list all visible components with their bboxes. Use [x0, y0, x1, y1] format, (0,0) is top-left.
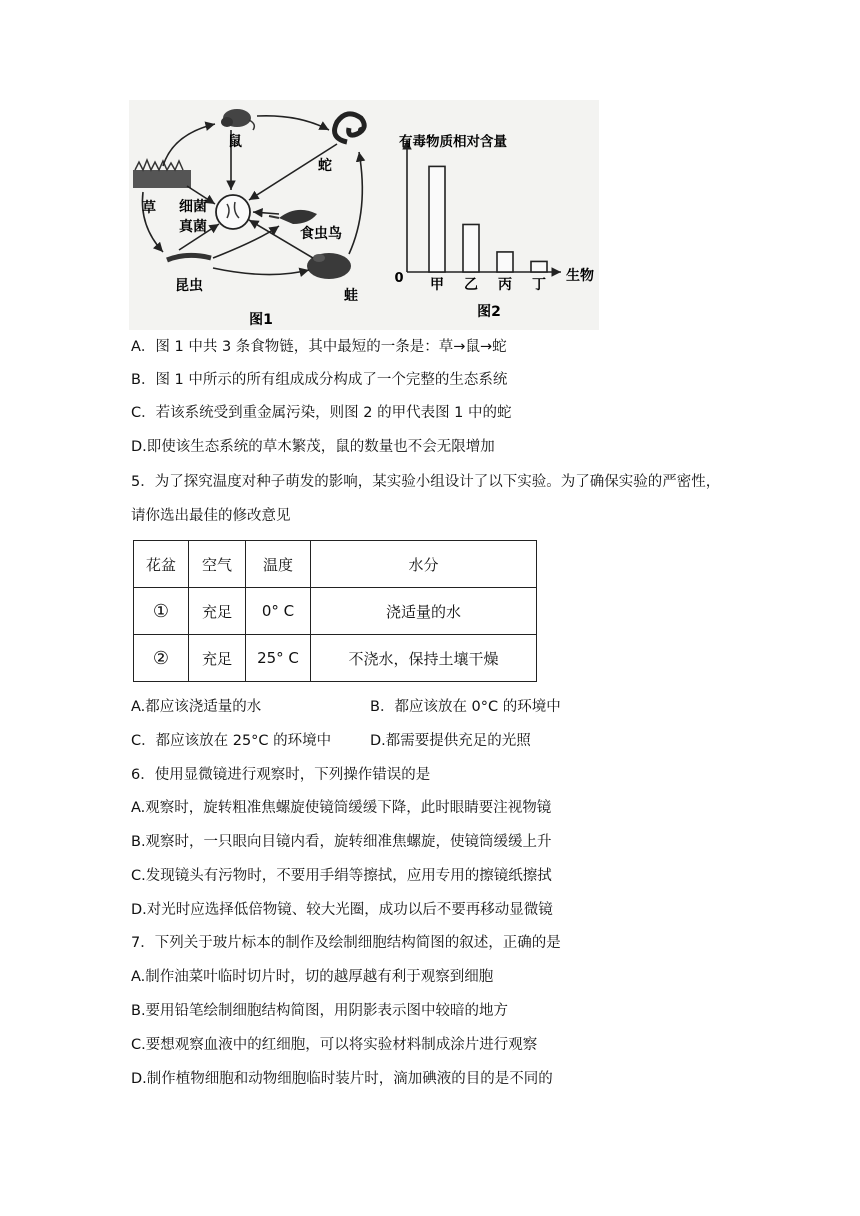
- q5-stem-line2: 请你选出最佳的修改意见: [131, 508, 291, 524]
- q7-option-d: D.制作植物细胞和动物细胞临时装片时，滴加碘液的目的是不同的: [131, 1071, 553, 1087]
- bar-2: [463, 224, 479, 272]
- insect-illustration: [167, 255, 211, 260]
- q4-option-a: A．图 1 中共 3 条食物链，其中最短的一条是：草→鼠→蛇: [131, 339, 507, 355]
- q5-option-b: B．都应该放在 0°C 的环境中: [370, 699, 561, 715]
- q6-option-a: A.观察时，旋转粗准焦螺旋使镜筒缓缓下降，此时眼睛要注视物镜: [131, 800, 552, 816]
- chart-xlabel: 生物: [566, 268, 594, 284]
- label-decomposer-line1: 细菌: [179, 199, 207, 215]
- label-bird: 食虫鸟: [300, 226, 342, 242]
- label-grass: 草: [142, 200, 156, 216]
- figure-panel: [129, 100, 599, 330]
- food-web-diagram: [133, 109, 364, 328]
- mouse-illustration: [221, 109, 254, 130]
- q6-option-c: C.发现镜头有污物时，不要用手绢等擦拭，应用专用的擦镜纸擦拭: [131, 868, 552, 884]
- label-snake: 蛇: [318, 158, 332, 174]
- grass-illustration: [133, 160, 191, 188]
- figure2-caption: 图2: [477, 304, 501, 320]
- figure1-caption: 图1: [249, 312, 273, 328]
- label-mouse: 鼠: [228, 134, 242, 150]
- table-header-row: [134, 541, 537, 588]
- q7-stem: 7．下列关于玻片标本的制作及绘制细胞结构简图的叙述，正确的是: [131, 935, 561, 951]
- q6-option-d: D.对光时应选择低倍物镜、较大光圈，成功以后不要再移动显微镜: [131, 902, 553, 918]
- table-header-cell: 空气: [189, 541, 246, 588]
- table-cell: 不浇水，保持土壤干燥: [311, 635, 537, 682]
- table-cell: ②: [134, 635, 189, 682]
- q4-option-d: D.即使该生态系统的草木繁茂，鼠的数量也不会无限增加: [131, 439, 495, 455]
- x-tick-label: 甲: [430, 277, 444, 293]
- table-cell: 0° C: [246, 588, 311, 635]
- food-web-and-chart-figure: [129, 100, 599, 330]
- food-web-arrows: [142, 116, 362, 275]
- table-cell: 充足: [189, 635, 246, 682]
- q6-stem: 6．使用显微镜进行观察时，下列操作错误的是: [131, 767, 431, 783]
- table-cell: 25° C: [246, 635, 311, 682]
- q6-option-b: B.观察时，一只眼向目镜内看，旋转细准焦螺旋，使镜筒缓缓上升: [131, 834, 552, 850]
- bar-1: [429, 166, 445, 272]
- bird-illustration: [269, 210, 317, 224]
- label-frog: 蛙: [344, 288, 358, 304]
- q5-option-c: C．都应该放在 25°C 的环境中: [131, 733, 332, 749]
- chart-origin-label: 0: [394, 271, 404, 286]
- table-header-cell: 花盆: [134, 541, 189, 588]
- frog-illustration: [307, 253, 351, 279]
- q7-option-b: B.要用铅笔绘制细胞结构简图，用阴影表示图中较暗的地方: [131, 1003, 509, 1019]
- table-cell: 浇适量的水: [311, 588, 537, 635]
- table-cell: 充足: [189, 588, 246, 635]
- bar-4: [531, 261, 547, 272]
- table-header-cell: 温度: [246, 541, 311, 588]
- table-cell: ①: [134, 588, 189, 635]
- toxin-bar-chart: [394, 133, 594, 320]
- experiment-table: [133, 540, 537, 682]
- x-tick-label: 丙: [498, 277, 512, 293]
- q7-option-c: C.要想观察血液中的红细胞，可以将实验材料制成涂片进行观察: [131, 1037, 538, 1053]
- q5-stem-line1: 5．为了探究温度对种子萌发的影响，某实验小组设计了以下实验。为了确保实验的严密性，: [131, 474, 721, 490]
- chart-ylabel: 有毒物质相对含量: [399, 134, 507, 150]
- decomposer-circle: [216, 195, 250, 229]
- label-insect: 昆虫: [175, 278, 203, 294]
- label-decomposer-line2: 真菌: [179, 219, 207, 235]
- x-tick-label: 乙: [464, 277, 478, 293]
- q4-option-b: B．图 1 中所示的所有组成成分构成了一个完整的生态系统: [131, 372, 508, 388]
- snake-illustration: [335, 114, 365, 142]
- x-tick-label: 丁: [532, 277, 546, 293]
- q4-option-c: C．若该系统受到重金属污染，则图 2 的甲代表图 1 中的蛇: [131, 405, 512, 421]
- q7-option-a: A.制作油菜叶临时切片时，切的越厚越有利于观察到细胞: [131, 969, 494, 985]
- table-header-cell: 水分: [311, 541, 537, 588]
- table-row: [134, 588, 537, 635]
- table-row: [134, 635, 537, 682]
- q5-option-a: A.都应该浇适量的水: [131, 699, 262, 715]
- bar-3: [497, 252, 513, 272]
- q5-option-d: D.都需要提供充足的光照: [370, 733, 531, 749]
